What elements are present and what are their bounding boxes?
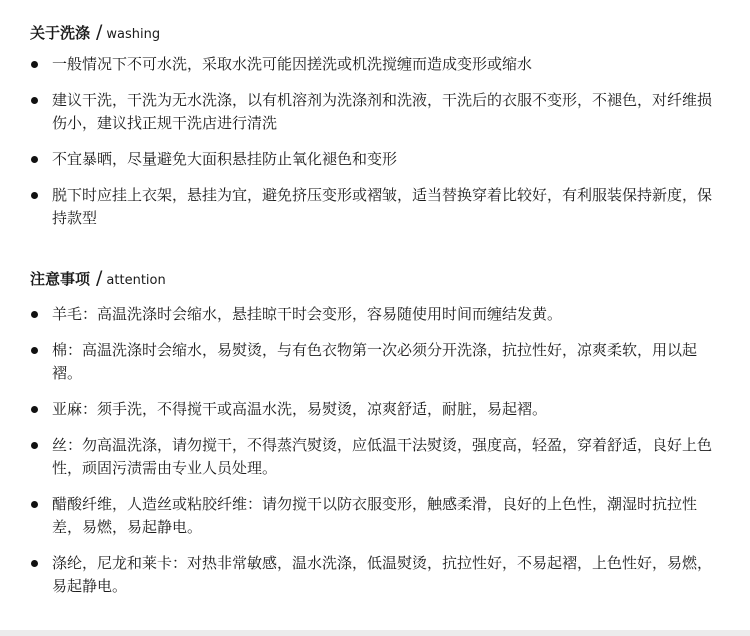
bullet-dot (31, 442, 38, 449)
attention-list-item (30, 339, 720, 385)
attention-section-title (30, 266, 720, 290)
attention-list-item (30, 493, 720, 539)
washing-list-item (30, 89, 720, 135)
bullet-dot (31, 61, 38, 68)
washing-title-en: washing (106, 27, 161, 42)
attention-item-text: 亚麻：须手洗，不得搅干或高温水洗，易熨烫，凉爽舒适，耐脏，易起褶。 (52, 400, 548, 418)
attention-title-cn: 注意事项 (30, 270, 91, 288)
bullet-dot (31, 560, 38, 567)
washing-title-cn: 关于洗涤 (30, 24, 91, 42)
attention-item-text: 丝：勿高温洗涤，请勿搅干，不得蒸汽熨烫，应低温干法熨烫，强度高，轻盈，穿着舒适，良好上色性，顽固污渍需由专业人员处理。 (52, 436, 713, 477)
attention-section (30, 266, 720, 611)
washing-section (30, 20, 720, 243)
attention-list-item (30, 398, 720, 421)
attention-item-text: 棉：高温洗涤时会缩水，易熨烫，与有色衣物第一次必须分开洗涤，抗拉性好，凉爽柔软，用以起褶。 (52, 341, 698, 382)
washing-item-text: 脱下时应挂上衣架，悬挂为宜，避免挤压变形或褶皱，适当替换穿着比较好，有利服装保持新度，保持款型 (52, 186, 713, 227)
bottom-divider (0, 630, 750, 636)
attention-item-text: 涤纶，尼龙和莱卡：对热非常敏感，温水洗涤，低温熨烫，抗拉性好，不易起褶，上色性好，易燃，易起静电。 (52, 554, 713, 595)
washing-section-title (30, 20, 720, 44)
attention-list (30, 303, 720, 598)
bullet-dot (31, 97, 38, 104)
attention-title-en: attention (106, 273, 166, 288)
bullet-dot (31, 156, 38, 163)
attention-list-item (30, 552, 720, 598)
bullet-dot (31, 406, 38, 413)
washing-list-item (30, 148, 720, 171)
attention-item-text: 羊毛：高温洗涤时会缩水，悬挂晾干时会变形，容易随使用时间而缠结发黄。 (52, 305, 563, 323)
washing-list-item (30, 184, 720, 230)
washing-item-text: 不宜暴晒，尽量避免大面积悬挂防止氧化褪色和变形 (52, 150, 398, 168)
attention-title-separator: / (96, 267, 103, 289)
washing-item-text: 一般情况下不可水洗，采取水洗可能因搓洗或机洗搅缠而造成变形或缩水 (52, 55, 533, 73)
attention-list-item (30, 303, 720, 326)
washing-item-text: 建议干洗，干洗为无水洗涤，以有机溶剂为洗涤剂和洗液，干洗后的衣服不变形，不褪色，对纤维损伤小，建议找正规干洗店进行清洗 (52, 91, 713, 132)
washing-list-item (30, 53, 720, 76)
bullet-dot (31, 501, 38, 508)
attention-item-text: 醋酸纤维，人造丝或粘胶纤维：请勿搅干以防衣服变形，触感柔滑，良好的上色性，潮湿时抗拉性差，易燃，易起静电。 (52, 495, 698, 536)
bullet-dot (31, 311, 38, 318)
washing-title-separator: / (96, 21, 103, 43)
washing-list (30, 53, 720, 230)
attention-list-item (30, 434, 720, 480)
bullet-dot (31, 192, 38, 199)
bullet-dot (31, 347, 38, 354)
